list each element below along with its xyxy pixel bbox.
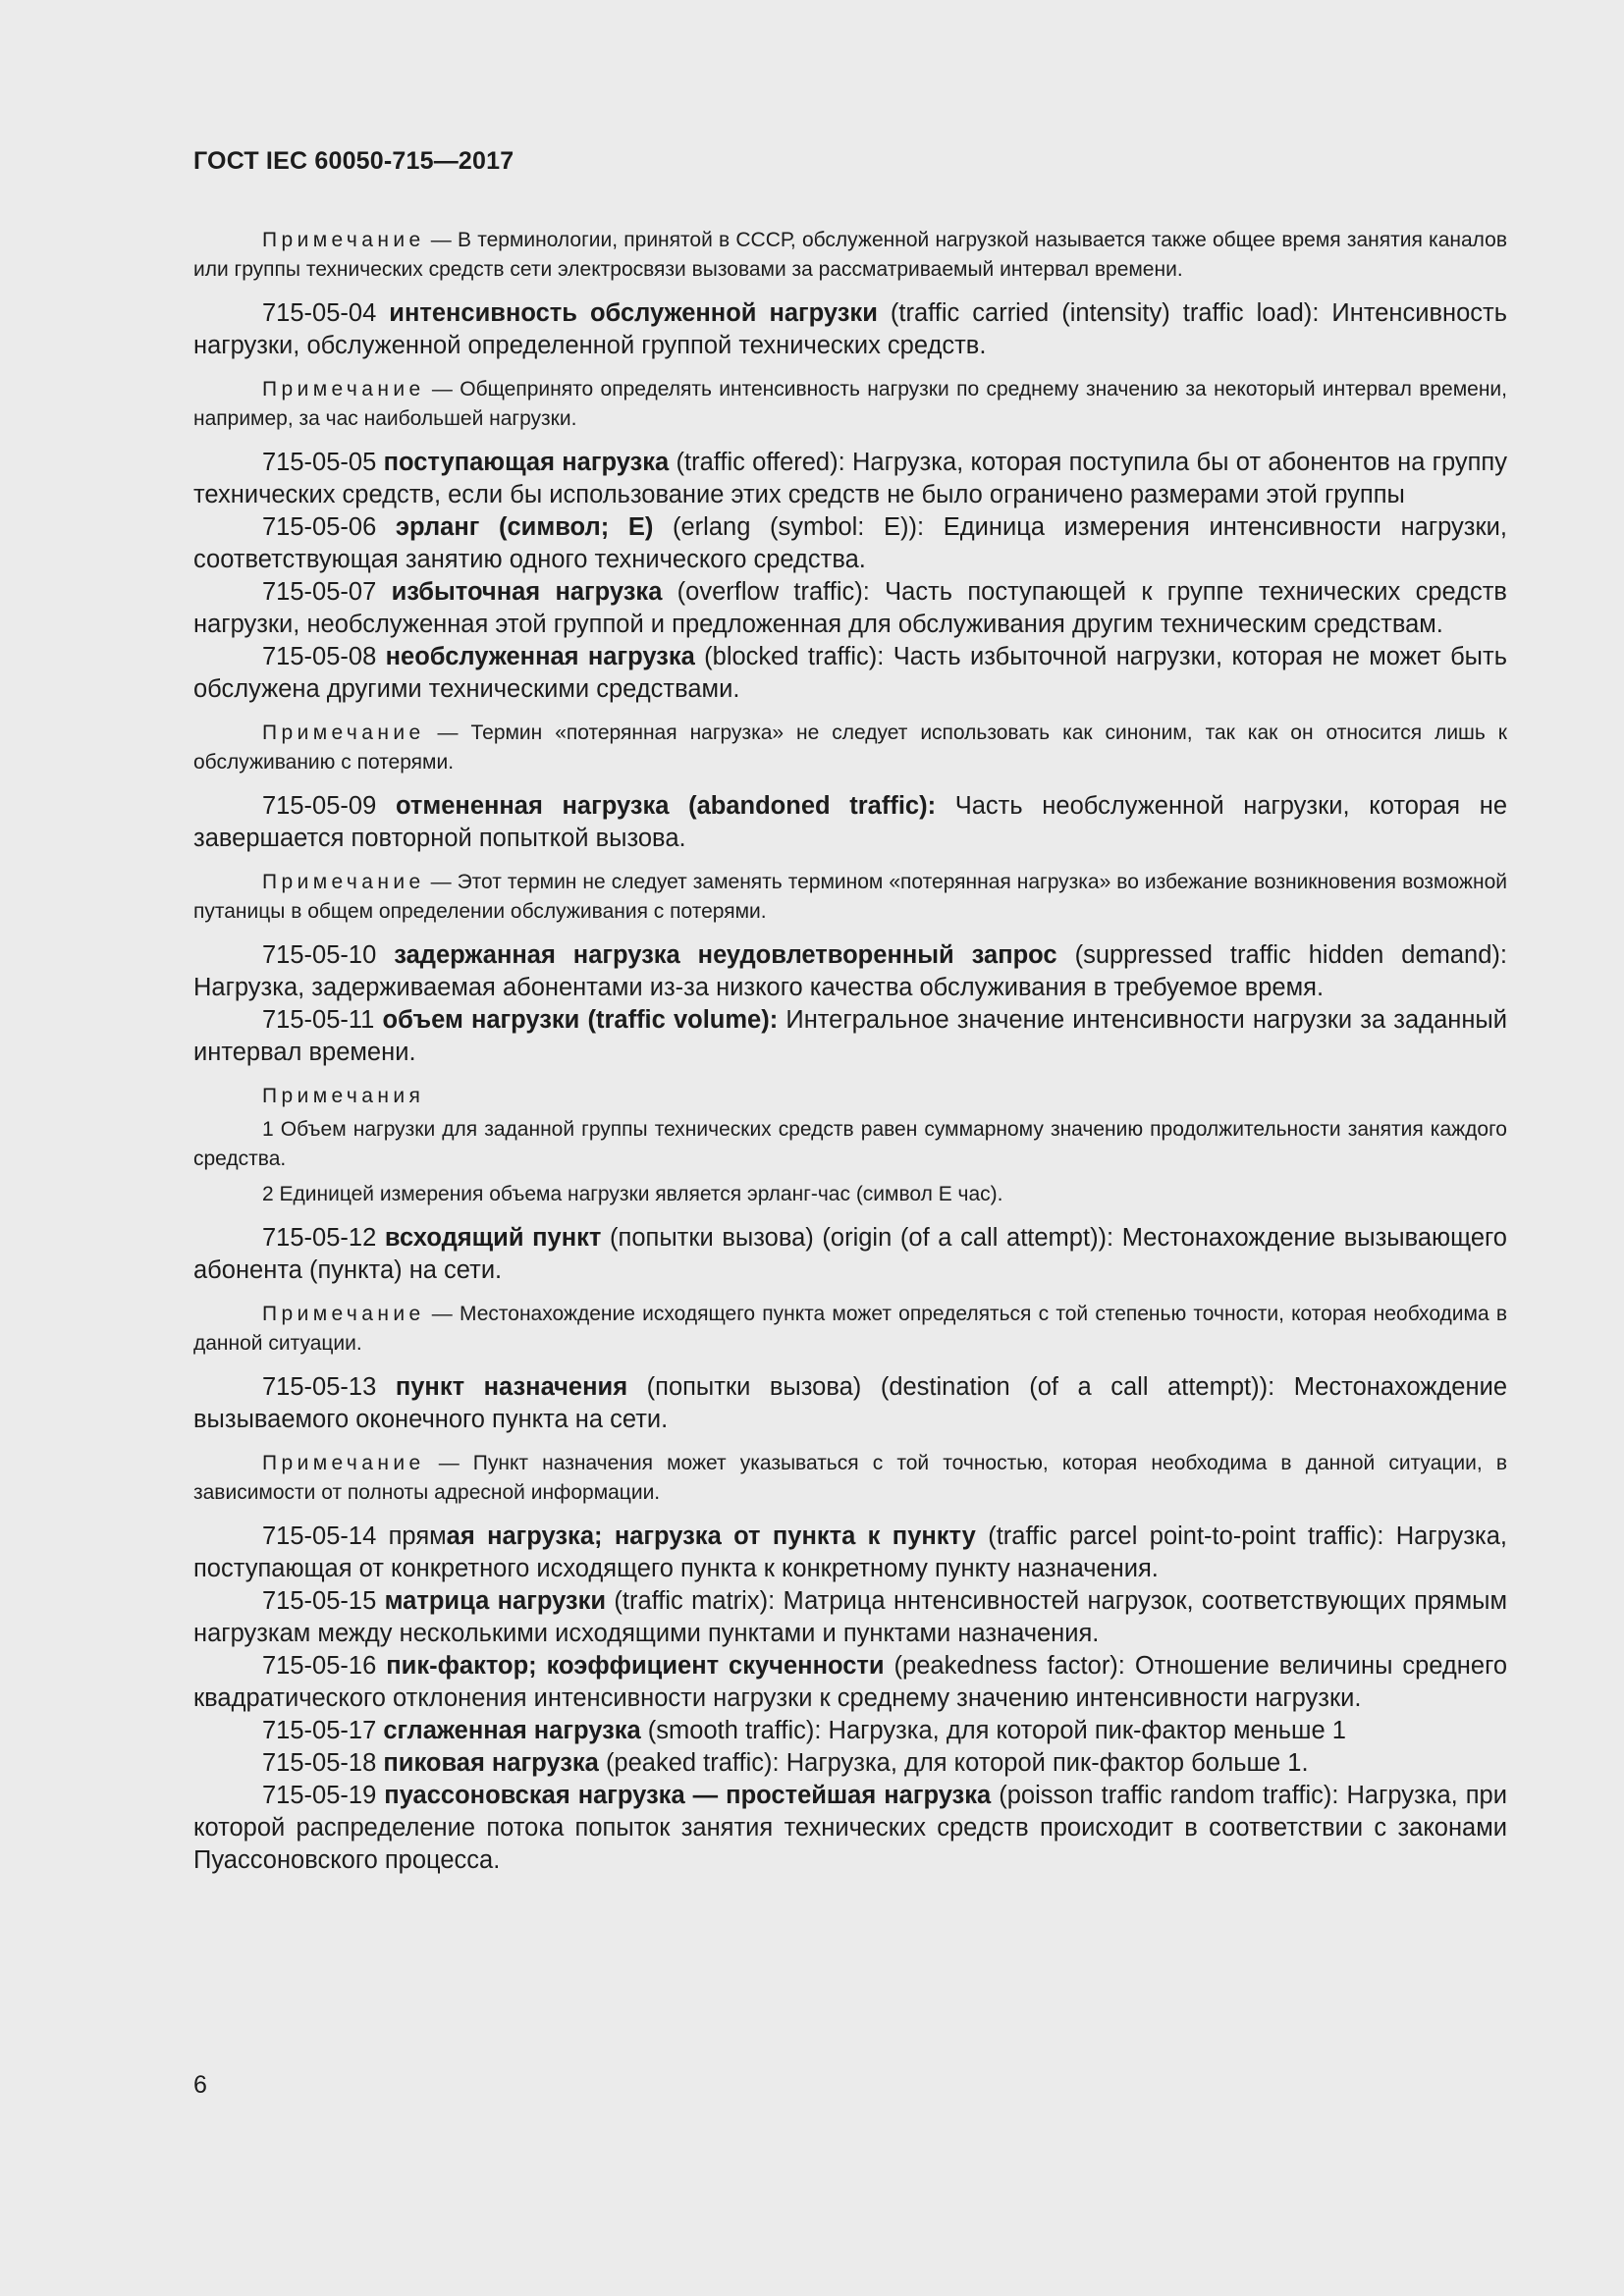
term-definition: (попытки вызова) (destination (of a call attempt)): Местонахождение вызываемого оконечного пункта на сети. [193, 1373, 1507, 1433]
term-entry [193, 1747, 1507, 1780]
term-entry [193, 1650, 1507, 1715]
note [193, 226, 1507, 285]
note-label: Примечание [262, 378, 425, 400]
term-name: ая нагрузка; нагрузка от пункта к пункту [446, 1522, 976, 1550]
page-header: ГОСТ IEC 60050-715—2017 [193, 147, 514, 175]
notes-heading: Примечания [262, 1085, 425, 1107]
note-label: Примечание [262, 1303, 425, 1325]
numbered-note: 2 Единицей измерения объема нагрузки является эрланг-час (символ Е час). [262, 1183, 1003, 1205]
term-entry [193, 641, 1507, 706]
term-entry [193, 790, 1507, 855]
term-entry [193, 1521, 1507, 1585]
term-name: матрица нагрузки [384, 1587, 607, 1615]
note-label: Примечание [262, 871, 425, 893]
term-entry [193, 939, 1507, 1004]
term-number: 715-05-05 [262, 449, 377, 476]
term-name: поступающая нагрузка [383, 449, 670, 476]
term-definition: (traffic matrix): Матрица ннтенсивностей нагрузок, соответствующих прямым нагрузкам между несколькими исходящими пунктами и пунктами назначения. [193, 1587, 1507, 1647]
term-name: пуассоновская нагрузка — простейшая нагрузка [384, 1782, 992, 1809]
note-text: — Пункт назначения может указываться с той точностью, которая необходима в данной ситуации, в зависимости от полноты адресной информации. [193, 1452, 1507, 1504]
term-definition: (peakedness factor): Отношение величины среднего квадратического отклонения интенсивности нагрузки к среднему значению интенсивности нагрузки. [193, 1652, 1507, 1712]
term-number: 715-05-08 [262, 643, 377, 670]
term-definition: (попытки вызова) (origin (of a call attempt)): Местонахождение вызывающего абонента (пункта) на сети. [193, 1224, 1507, 1284]
term-number: 715-05-17 [262, 1717, 377, 1744]
term-name: задержанная нагрузка неудовлетворенный запрос [394, 941, 1057, 969]
term-name: всходящий пункт [384, 1224, 602, 1252]
term-entry [193, 511, 1507, 576]
term-name: сглаженная нагрузка [383, 1717, 641, 1744]
term-prefix: прям [388, 1522, 447, 1550]
term-definition: (smooth traffic): Нагрузка, для которой пик-фактор меньше 1 [647, 1717, 1346, 1744]
term-definition: (suppressed traffic hidden demand): Нагрузка, задерживаемая абонентами из-за низкого качества обслуживания в требуемое время. [193, 941, 1508, 1001]
numbered-note: 1 Объем нагрузки для заданной группы технических средств равен суммарному значению продолжительности занятия каждого средства. [193, 1118, 1507, 1170]
term-name: необслуженная нагрузка [385, 643, 695, 670]
note [193, 868, 1507, 927]
term-name: пункт назначения [395, 1373, 628, 1401]
note [193, 375, 1507, 434]
term-number: 715-05-18 [262, 1749, 377, 1777]
term-name: пиковая нагрузка [383, 1749, 599, 1777]
term-number: 715-05-09 [262, 792, 377, 820]
term-number: 715-05-04 [262, 299, 377, 327]
term-definition: (peaked traffic): Нагрузка, для которой пик-фактор больше 1. [605, 1749, 1309, 1777]
note-text: — Термин «потерянная нагрузка» не следует использовать как синоним, так как он относится лишь к обслуживанию с потерями. [193, 721, 1507, 774]
note [193, 719, 1507, 777]
note-label: Примечание [262, 229, 425, 251]
term-entry [193, 1585, 1507, 1650]
note [193, 1449, 1507, 1508]
term-name: пик-фактор; коэффициент скученности [386, 1652, 885, 1680]
term-entry [193, 1004, 1507, 1069]
term-number: 715-05-19 [262, 1782, 377, 1809]
term-name: объем нагрузки (traffic volume): [382, 1006, 779, 1034]
term-definition: (poisson traffic random traffic): Нагрузка, при которой распределение потока попыток занятия технических средств происходит в соответствии с законами Пуассоновского процесса. [193, 1782, 1507, 1874]
term-definition: (erlang (symbol: E)): Единица измерения интенсивности нагрузки, соответствующая занятию одного технического средства. [193, 513, 1507, 573]
term-number: 715-05-11 [262, 1006, 375, 1034]
term-definition: (traffic carried (intensity) traffic load): Интенсивность нагрузки, обслуженной определенной группой технических средств. [193, 299, 1508, 359]
note-label: Примечание [262, 1452, 425, 1474]
term-definition: (blocked traffic): Часть избыточной нагрузки, которая не может быть обслужена другими техническими средствами. [193, 643, 1507, 703]
term-number: 715-05-16 [262, 1652, 377, 1680]
term-number: 715-05-14 [262, 1522, 377, 1550]
term-entry [193, 447, 1507, 511]
note-text: — Этот термин не следует заменять термином «потерянная нагрузка» во избежание возникновения возможной путаницы в общем определении обслуживания с потерями. [193, 871, 1507, 923]
term-definition: Интегральное значение интенсивности нагрузки за заданный интервал времени. [193, 1006, 1507, 1066]
term-name: избыточная нагрузка [391, 578, 663, 606]
term-entry [193, 1371, 1507, 1436]
term-number: 715-05-07 [262, 578, 377, 606]
page-content [193, 226, 1507, 1877]
term-number: 715-05-15 [262, 1587, 377, 1615]
note-text: — Местонахождение исходящего пункта может определяться с той степенью точности, которая необходима в данной ситуации. [193, 1303, 1508, 1355]
note-text: — Общепринято определять интенсивность нагрузки по среднему значению за некоторый интервал времени, например, за час наибольшей нагрузки. [193, 378, 1507, 430]
term-definition: Часть необслуженной нагрузки, которая не завершается повторной попыткой вызова. [193, 792, 1507, 852]
term-entry [193, 1780, 1507, 1877]
term-number: 715-05-13 [262, 1373, 377, 1401]
note [193, 1300, 1507, 1359]
page-number: 6 [193, 2071, 207, 2099]
term-number: 715-05-10 [262, 941, 377, 969]
term-entry [193, 576, 1507, 641]
term-entry [193, 1222, 1507, 1287]
term-entry [193, 297, 1507, 362]
note-label: Примечание [262, 721, 425, 744]
note-text: — В терминологии, принятой в СССР, обслуженной нагрузкой называется также общее время занятия каналов или группы технических средств сети электросвязи вызовами за рассматриваемый интервал времени. [193, 229, 1507, 281]
term-definition: (traffic offered): Нагрузка, которая поступила бы от абонентов на группу технических средств, если бы использование этих средств не было ограничено размерами этой группы [193, 449, 1507, 508]
term-definition: (overflow traffic): Часть поступающей к группе технических средств нагрузки, необслуженная этой группой и предложенная для обслуживания другим техническим средствам. [193, 578, 1507, 638]
term-number: 715-05-12 [262, 1224, 377, 1252]
term-name: эрланг (символ; Е) [395, 513, 654, 541]
term-definition: (traffic parcel point-to-point traffic): Нагрузка, поступающая от конкретного исходящего пункта к конкретному пункту назначения. [193, 1522, 1507, 1582]
term-entry [193, 1715, 1507, 1747]
term-name: интенсивность обслуженной нагрузки [389, 299, 878, 327]
term-number: 715-05-06 [262, 513, 377, 541]
term-name: отмененная нагрузка (abandoned traffic): [395, 792, 937, 820]
